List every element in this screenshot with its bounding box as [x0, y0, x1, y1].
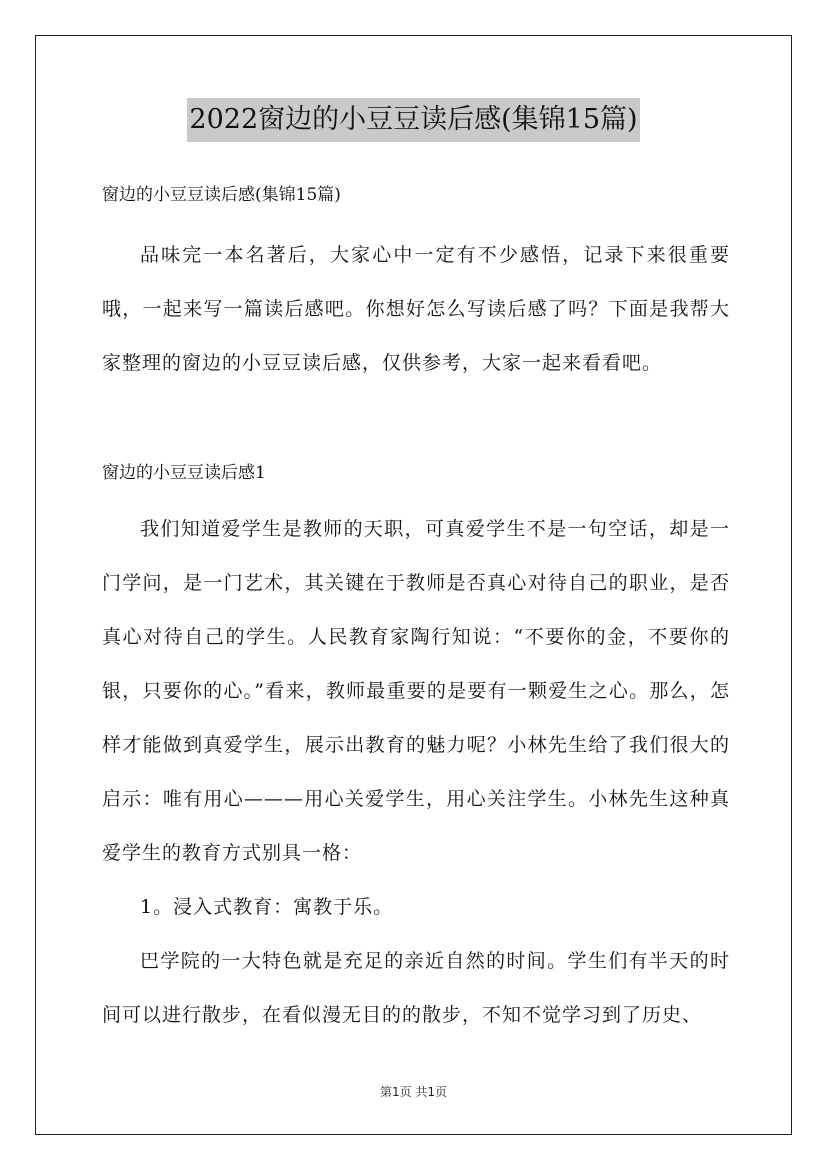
title-wrap [0, 98, 827, 142]
body-paragraph: 我们知道爱学生是教师的天职，可真爱学生不是一句空话，却是一门学问，是一门艺术，其关键在于教师是否真心对待自己的职业，是否真心对待自己的学生。人民教育家陶行知说：“不要你的金，不要你的银，只要你的心。”看来，教师最重要的是要有一颗爱生之心。那么，怎样才能做到真爱学生，展示出教育的魅力呢？小林先生给了我们很大的启示：唯有用心———用心关爱学生，用心关注学生。小林先生这种真爱学生的教育方式别具一格： [102, 518, 730, 864]
page-footer: 第1页 共1页 [379, 1085, 448, 1099]
body-paragraph: 巴学院的一大特色就是充足的亲近自然的时间。学生们有半天的时间可以进行散步，在看似漫无目的的散步，不知不觉学习到了历史、 [102, 950, 730, 1026]
document-subtitle: 窗边的小豆豆读后感(集锦15篇) [102, 185, 341, 205]
document-title: 2022窗边的小豆豆读后感(集锦15篇) [187, 98, 639, 142]
list-item: 1。浸入式教育：寓教于乐。 [140, 896, 394, 918]
intro-paragraph: 品味完一本名著后，大家心中一定有不少感悟，记录下来很重要哦，一起来写一篇读后感吧。你想好怎么写读后感了吗？下面是我帮大家整理的窗边的小豆豆读后感，仅供参考，大家一起来看看吧。 [102, 244, 730, 374]
section-heading: 窗边的小豆豆读后感1 [102, 463, 266, 483]
document-body [102, 180, 730, 1042]
